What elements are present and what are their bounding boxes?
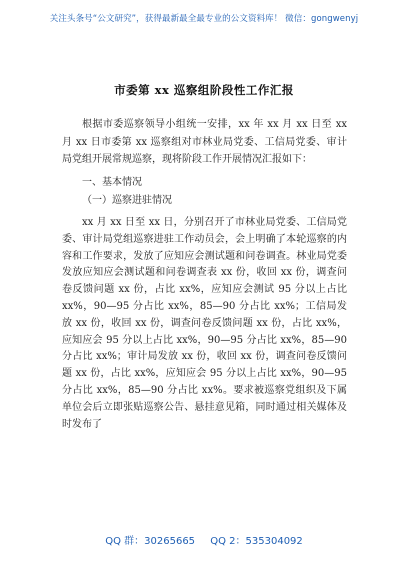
body-paragraph: xx 月 xx 日至 xx 日，分别召开了市林业局党委、工信局党委、审计局党组巡察进驻工作动员会，会上明确了本轮巡察的内容和工作要求，发放了应知应会测试题和问卷调查。林业局党委发放应知应会测试题和问卷调查表 xx 份，收回 xx 份，调查问卷反馈问题 xx 份，占比 xx%，应知应会测试 95 分以上占比 xx%，90—95 分占比 xx%，85—90 分占比 xx%；工信局发放 xx 份，收回 xx 份，调查问卷反馈问题 xx 份，占比 xx%，应知应会 95 分以上占比 xx%，90—95 分占比 xx%，85—90 分占比 xx%；审计局发放 xx 份，收回 xx 份，调查问卷反馈问题 xx 份，占比 xx%，应知应会 95 分以上占比 xx%，90—95 分占比 xx%，85—90 分占比 xx%。要求被巡察党组织及下属单位会后立即张贴巡察公告、悬挂意见箱，同时通过相关媒体及时发布了 [62, 217, 347, 430]
document-body [62, 116, 347, 433]
footer-contacts [0, 532, 408, 547]
header-notice: 关注头条号“公文研究”，获得最新最全最专业的公文资料库！ 微信：gongwenyj [49, 14, 359, 24]
section-heading: 一、基本情况 [82, 176, 142, 188]
subsection-heading: （一）巡察进驻情况 [82, 195, 172, 207]
intro-paragraph: 根据市委巡察领导小组统一安排，xx 年 xx 月 xx 日至 xx 月 xx 日市委第 xx 巡察组对市林业局党委、工信局党委、审计局党组开展常规巡察，现将阶段工作开展情况汇报如下： [62, 119, 347, 165]
document-title: 市委第 xx 巡察组阶段性工作汇报 [114, 83, 294, 97]
footer-qq-group: QQ 群：30265665 [105, 536, 196, 547]
footer-qq-contact: QQ 2：535304092 [210, 536, 303, 547]
